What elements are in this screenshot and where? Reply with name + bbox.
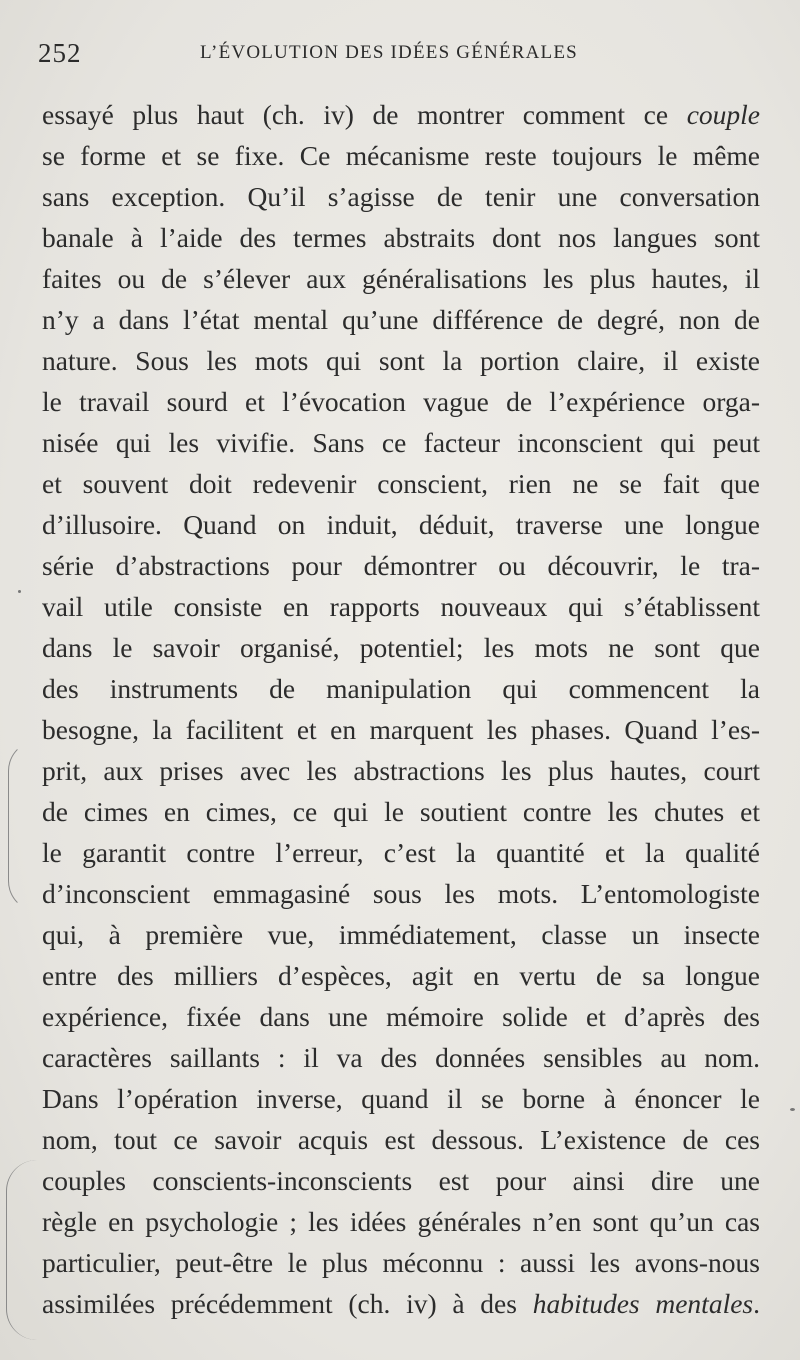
text-run: règle en psychologie ; les idées générales n’en sont qu’un cas xyxy=(42,1206,760,1237)
margin-pencil-mark xyxy=(6,1160,37,1340)
text-line xyxy=(42,299,760,340)
text-line xyxy=(42,463,760,504)
text-line xyxy=(42,586,760,627)
paper-speck xyxy=(790,1108,795,1111)
text-line xyxy=(42,996,760,1037)
text-run: nisée qui les vivifie. Sans ce facteur inconscient qui peut xyxy=(42,427,760,458)
paper-speck xyxy=(18,590,21,593)
text-line xyxy=(42,94,760,135)
text-run: expérience, fixée dans une mémoire solide et d’après des xyxy=(42,1001,760,1032)
text-line xyxy=(42,258,760,299)
margin-pencil-mark xyxy=(8,740,39,912)
text-line xyxy=(42,914,760,955)
text-run: nature. Sous les mots qui sont la portion claire, il existe xyxy=(42,345,760,376)
page-number: 252 xyxy=(38,38,82,68)
body-text xyxy=(42,94,760,1324)
text-line xyxy=(42,1242,760,1283)
text-run: vail utile consiste en rapports nouveaux qui s’établissent xyxy=(42,591,760,622)
text-run: essayé plus haut (ch. iv) de montrer comment ce xyxy=(42,99,687,130)
text-line xyxy=(42,668,760,709)
text-run: sans exception. Qu’il s’agisse de tenir une conversation xyxy=(42,181,760,212)
text-run: prit, aux prises avec les abstractions les plus hautes, court xyxy=(42,755,760,786)
text-line xyxy=(42,873,760,914)
page-header xyxy=(38,34,760,74)
text-line xyxy=(42,381,760,422)
text-line xyxy=(42,1201,760,1242)
text-line xyxy=(42,1119,760,1160)
text-run: qui, à première vue, immédiatement, classe un insecte xyxy=(42,919,760,950)
text-run: des instruments de manipulation qui commencent la xyxy=(42,673,760,704)
text-line xyxy=(42,709,760,750)
text-line xyxy=(42,750,760,791)
text-run: le travail sourd et l’évocation vague de l’expérience orga- xyxy=(42,386,760,417)
running-title: L’ÉVOLUTION DES IDÉES GÉNÉRALES xyxy=(200,42,578,63)
text-run: particulier, peut-être le plus méconnu : aussi les avons-nous xyxy=(42,1247,760,1278)
text-run: et souvent doit redevenir conscient, rien ne se fait que xyxy=(42,468,760,499)
text-line xyxy=(42,340,760,381)
text-line xyxy=(42,1037,760,1078)
text-run: caractères saillants : il va des données sensibles au nom. xyxy=(42,1042,760,1073)
text-line xyxy=(42,1283,760,1324)
text-run: dans le savoir organisé, potentiel; les mots ne sont que xyxy=(42,632,760,663)
text-line xyxy=(42,422,760,463)
text-run: série d’abstractions pour démontrer ou découvrir, le tra- xyxy=(42,550,760,581)
text-run: nom, tout ce savoir acquis est dessous. L’existence de ces xyxy=(42,1124,760,1155)
text-line xyxy=(42,176,760,217)
text-run: d’illusoire. Quand on induit, déduit, traverse une longue xyxy=(42,509,760,540)
text-line xyxy=(42,545,760,586)
italic-text-run: couple xyxy=(686,99,760,130)
text-run: le garantit contre l’erreur, c’est la quantité et la qualité xyxy=(42,837,760,868)
text-line xyxy=(42,217,760,258)
text-line xyxy=(42,791,760,832)
text-run: de cimes en cimes, ce qui le soutient contre les chutes et xyxy=(42,796,760,827)
text-run: faites ou de s’élever aux généralisations les plus hautes, il xyxy=(42,263,760,294)
text-run: n’y a dans l’état mental qu’une différence de degré, non de xyxy=(42,304,760,335)
text-line xyxy=(42,135,760,176)
text-line xyxy=(42,1078,760,1119)
italic-text-run: habitudes mentales xyxy=(532,1288,754,1319)
text-run: assimilées précédemment (ch. iv) à des xyxy=(42,1288,533,1319)
text-run: Dans l’opération inverse, quand il se borne à énoncer le xyxy=(42,1083,760,1114)
text-line xyxy=(42,1160,760,1201)
text-line xyxy=(42,832,760,873)
text-run: banale à l’aide des termes abstraits dont nos langues sont xyxy=(42,222,760,253)
text-run: . xyxy=(753,1288,760,1319)
text-run: couples conscients-inconscients est pour ainsi dire une xyxy=(42,1165,760,1196)
text-run: d’inconscient emmagasiné sous les mots. L’entomologiste xyxy=(42,878,760,909)
text-line xyxy=(42,504,760,545)
text-line xyxy=(42,627,760,668)
text-run: besogne, la facilitent et en marquent les phases. Quand l’es- xyxy=(42,714,760,745)
text-run: entre des milliers d’espèces, agit en vertu de sa longue xyxy=(42,960,760,991)
text-line xyxy=(42,955,760,996)
text-run: se forme et se fixe. Ce mécanisme reste toujours le même xyxy=(42,140,760,171)
